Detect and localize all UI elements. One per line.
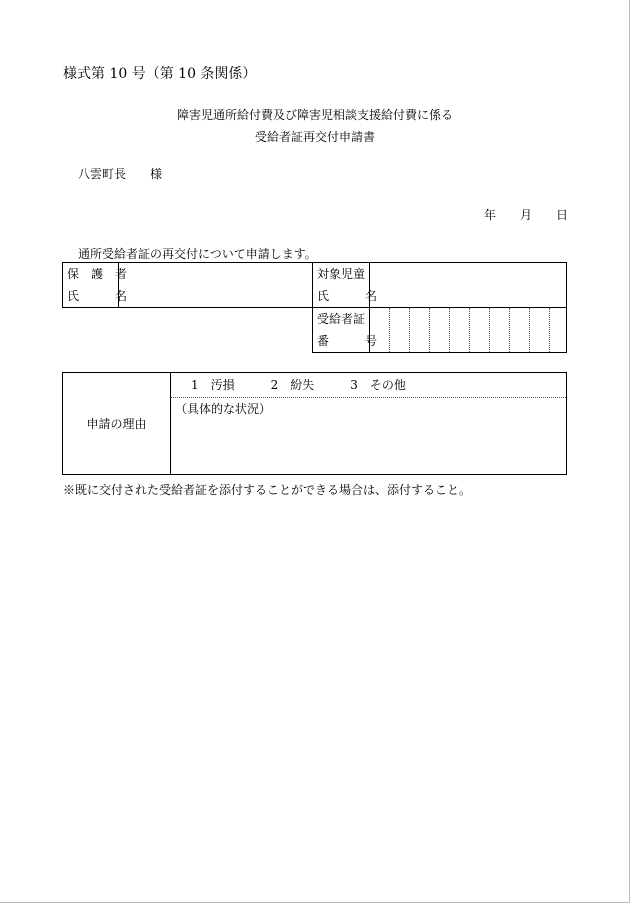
reason-table	[62, 372, 567, 475]
divider	[170, 373, 171, 474]
cert-label-2: 番 号	[317, 334, 378, 348]
guardian-name-field[interactable]	[120, 264, 310, 306]
lead-sentence: 通所受給者証の再交付について申請します。	[78, 247, 317, 261]
document-title-line1: 障害児通所給付費及び障害児相談支援給付費に係る	[176, 108, 453, 122]
form-number: 様式第 10 号（第 10 条関係）	[63, 66, 257, 82]
guardian-label-1: 保 護 者	[67, 267, 128, 281]
certificate-number-table	[312, 307, 567, 353]
date-day: 日	[556, 208, 569, 222]
reason-options[interactable]: 1 汚損 2 紛失 3 その他	[191, 378, 406, 392]
date-line	[484, 206, 568, 223]
cert-label-1: 受給者証	[317, 312, 366, 326]
detail-label: （具体的な状況）	[175, 402, 272, 416]
child-label-1: 対象児童	[317, 267, 366, 281]
detail-field[interactable]	[173, 421, 563, 471]
child-name-field[interactable]	[371, 264, 565, 306]
document-title-line2: 受給者証再交付申請書	[254, 130, 375, 144]
guardian-label-2: 氏 名	[67, 289, 128, 303]
divider	[312, 263, 313, 307]
reason-label: 申請の理由	[86, 417, 147, 431]
footnote: ※既に交付された受給者証を添付することができる場合は、添付すること。	[63, 483, 472, 497]
addressee: 八雲町長 様	[78, 167, 163, 181]
certificate-number-field[interactable]	[371, 309, 565, 351]
date-month: 月	[520, 208, 533, 222]
applicant-table	[62, 262, 567, 308]
child-label-2: 氏 名	[317, 289, 378, 303]
date-year: 年	[484, 208, 497, 222]
